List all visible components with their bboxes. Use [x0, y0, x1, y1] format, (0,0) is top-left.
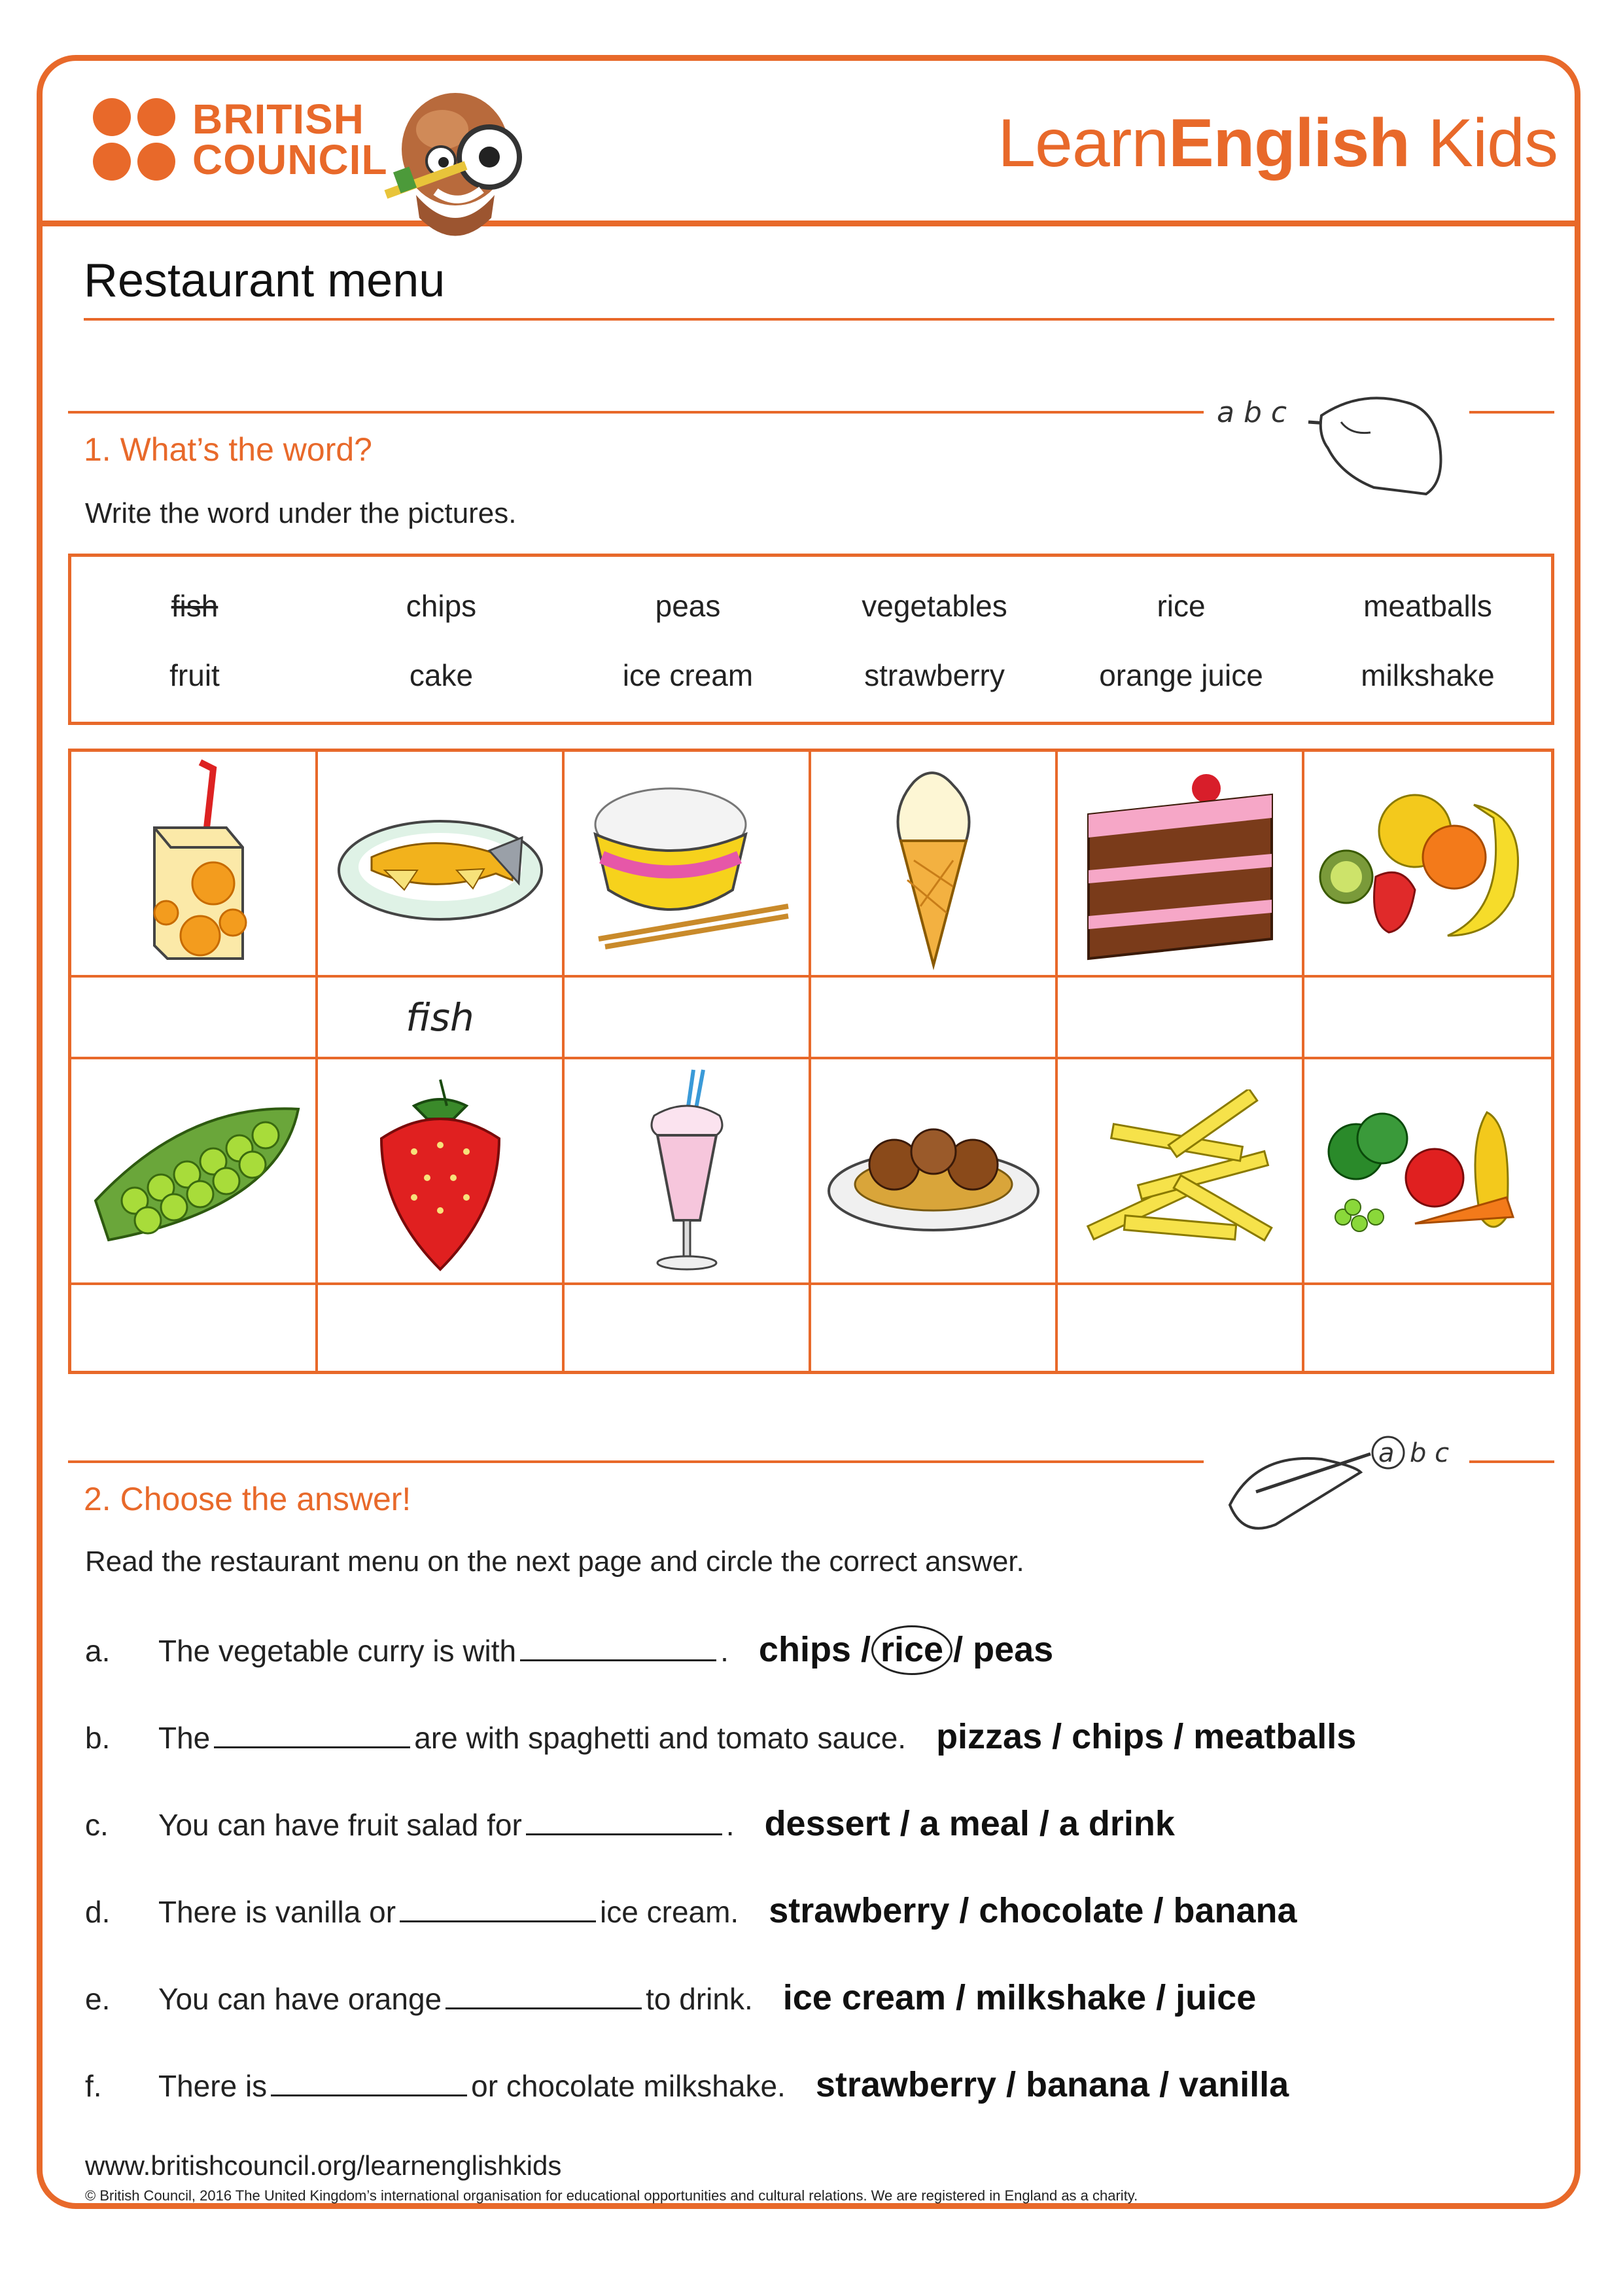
cake-icon — [1069, 762, 1291, 965]
option-chips[interactable]: chips — [758, 1630, 851, 1669]
answer-cell[interactable] — [71, 1285, 318, 1371]
question-text-after: ice cream. — [600, 1895, 739, 1929]
word-bank-item: strawberry — [864, 658, 1005, 692]
hand-letters-rest: b c — [1410, 1438, 1450, 1468]
option-milkshake[interactable]: milkshake — [975, 1978, 1147, 2017]
word-bank-item: ice cream — [622, 658, 754, 692]
option-banana[interactable]: banana — [1026, 2065, 1150, 2104]
answer-blank[interactable] — [271, 2093, 467, 2096]
question-text-before: The — [158, 1721, 211, 1755]
answer-cell[interactable] — [1304, 1285, 1551, 1371]
writing-hand-icon — [1210, 383, 1465, 501]
picture-cell — [811, 752, 1058, 978]
page-title: Restaurant menu — [84, 255, 445, 307]
answer-options — [769, 1890, 1297, 1931]
option-pizzas[interactable]: pizzas — [936, 1717, 1043, 1756]
answer-options — [783, 1977, 1256, 2018]
rice-icon — [579, 775, 795, 952]
question-text-before: You can have orange — [158, 1982, 442, 2016]
answer-options — [765, 1803, 1175, 1844]
picture-cell — [71, 1059, 318, 1285]
option-peas[interactable]: peas — [973, 1630, 1054, 1669]
word-bank-item: meatballs — [1363, 589, 1492, 623]
picture-grid — [68, 749, 1554, 1374]
answer-blank[interactable] — [445, 2006, 642, 2009]
option-banana[interactable]: banana — [1173, 1891, 1297, 1930]
picture-cell — [565, 752, 811, 978]
section1-rule-right — [1469, 411, 1554, 414]
question-text-after: are with spaghetti and tomato sauce. — [414, 1721, 907, 1755]
question-letter: e. — [85, 1982, 111, 2016]
option-separator: / — [1146, 1978, 1176, 2017]
answer-cell[interactable] — [565, 1285, 811, 1371]
picture-cell — [1058, 1059, 1304, 1285]
question-letter: a. — [85, 1634, 111, 1668]
picture-cell — [1304, 752, 1551, 978]
question-e — [85, 1977, 1256, 2018]
word-bank-item: rice — [1157, 589, 1206, 623]
option-a-drink[interactable]: a drink — [1058, 1804, 1175, 1843]
question-text-before: You can have fruit salad for — [158, 1808, 522, 1842]
section2-heading: 2. Choose the answer! — [84, 1481, 411, 1517]
mascot-icon — [377, 77, 540, 254]
brand-learn: Learn — [998, 105, 1169, 181]
answer-options — [759, 1629, 1053, 1670]
option-separator: / — [1164, 1717, 1194, 1756]
option-separator: / — [1042, 1717, 1072, 1756]
answer-text: fish — [406, 995, 474, 1040]
answer-cell[interactable] — [565, 978, 811, 1059]
word-bank — [68, 554, 1554, 725]
question-text-before: There is — [158, 2069, 268, 2103]
section2-instruction: Read the restaurant menu on the next page and circle the correct answer. — [85, 1545, 1024, 1578]
answer-cell[interactable] — [318, 1285, 565, 1371]
option-juice[interactable]: juice — [1176, 1978, 1257, 2017]
option-ice-cream[interactable]: ice cream — [782, 1978, 946, 2017]
brand-kids: Kids — [1409, 105, 1558, 181]
orange-juice-icon — [128, 756, 259, 972]
option-a-meal[interactable]: a meal — [919, 1804, 1030, 1843]
answer-options — [816, 2064, 1289, 2105]
header-divider — [37, 221, 1580, 226]
word-bank-item: chips — [406, 589, 477, 623]
option-separator: / — [890, 1804, 920, 1843]
option-strawberry[interactable]: strawberry — [815, 2065, 996, 2104]
question-letter: f. — [85, 2069, 102, 2103]
answer-cell[interactable] — [71, 978, 318, 1059]
option-meatballs[interactable]: meatballs — [1193, 1717, 1357, 1756]
milkshake-icon — [621, 1063, 752, 1279]
bc-logo-line1: BRITISH — [192, 96, 364, 143]
word-bank-item: peas — [655, 589, 721, 623]
option-strawberry[interactable]: strawberry — [769, 1891, 950, 1930]
word-bank-item: milkshake — [1361, 658, 1495, 692]
option-separator: / — [949, 1891, 979, 1930]
answer-options — [936, 1716, 1356, 1757]
question-letter: b. — [85, 1721, 111, 1755]
option-chocolate[interactable]: chocolate — [979, 1891, 1144, 1930]
word-bank-item: vegetables — [862, 589, 1007, 623]
picture-cell — [71, 752, 318, 978]
option-rice-circled[interactable]: rice — [880, 1630, 944, 1669]
footer-copyright: © British Council, 2016 The United Kingdom’s international organisation for educational opportunities and cultural relations. We are registered in England as a charity. — [85, 2187, 1138, 2204]
hand-letters: a b c — [1217, 396, 1287, 429]
option-chips[interactable]: chips — [1072, 1717, 1164, 1756]
option-separator: / — [996, 2065, 1026, 2104]
learnenglish-kids-logo — [998, 105, 1558, 183]
meatballs-icon — [822, 1099, 1045, 1243]
brand-english: English — [1168, 105, 1410, 181]
answer-cell[interactable] — [318, 978, 565, 1059]
picture-cell — [318, 752, 565, 978]
british-council-logo — [93, 98, 388, 181]
word-bank-item: fruit — [169, 658, 220, 692]
option-separator: / — [943, 1630, 973, 1669]
fruit-icon — [1317, 779, 1539, 949]
option-separator: / — [1149, 2065, 1179, 2104]
fish-icon — [332, 792, 548, 936]
option-vanilla[interactable]: vanilla — [1179, 2065, 1289, 2104]
option-dessert[interactable]: dessert — [764, 1804, 890, 1843]
answer-blank[interactable] — [520, 1658, 716, 1661]
question-c — [85, 1803, 1175, 1844]
vegetables-icon — [1317, 1086, 1539, 1256]
word-bank-item: orange juice — [1099, 658, 1263, 692]
question-b — [85, 1716, 1356, 1757]
question-letter: d. — [85, 1895, 111, 1929]
strawberry-icon — [362, 1067, 519, 1276]
section1-rule-left — [68, 411, 1204, 414]
answer-cell[interactable] — [1058, 978, 1304, 1059]
section2-rule-right — [1469, 1460, 1554, 1463]
section1-heading: 1. What’s the word? — [84, 431, 372, 468]
answer-cell[interactable] — [811, 1285, 1058, 1371]
answer-blank[interactable] — [214, 1745, 410, 1748]
question-text-after: to drink. — [646, 1982, 753, 2016]
peas-icon — [82, 1089, 305, 1253]
question-d — [85, 1890, 1297, 1931]
word-bank-item: fish — [171, 589, 218, 623]
question-text-after: . — [725, 1808, 735, 1842]
picture-cell — [1058, 752, 1304, 978]
bc-dots-icon — [93, 98, 175, 181]
question-text-before: There is vanilla or — [158, 1895, 396, 1929]
answer-cell[interactable] — [811, 978, 1058, 1059]
question-f — [85, 2064, 1289, 2105]
picture-cell — [811, 1059, 1058, 1285]
writing-hand-circle-icon — [1217, 1426, 1465, 1551]
word-bank-item: cake — [409, 658, 474, 692]
question-letter: c. — [85, 1808, 109, 1842]
question-text-before: The vegetable curry is with — [158, 1634, 517, 1668]
picture-cell — [318, 1059, 565, 1285]
ice-cream-icon — [868, 756, 999, 972]
answer-blank[interactable] — [526, 1832, 722, 1835]
answer-blank[interactable] — [400, 1919, 596, 1922]
picture-cell — [1304, 1059, 1551, 1285]
bc-logo-line2: COUNCIL — [192, 136, 388, 183]
title-rule — [84, 318, 1554, 321]
option-separator: / — [1143, 1891, 1174, 1930]
option-separator: / — [850, 1630, 881, 1669]
picture-cell — [565, 1059, 811, 1285]
chips-icon — [1072, 1089, 1288, 1253]
hand-letter-a: a — [1378, 1438, 1395, 1468]
question-text-after: or chocolate milkshake. — [471, 2069, 786, 2103]
answer-cell[interactable] — [1304, 978, 1551, 1059]
answer-cell[interactable] — [1058, 1285, 1304, 1371]
footer-url[interactable]: www.britishcouncil.org/learnenglishkids — [85, 2150, 562, 2181]
question-a — [85, 1629, 1053, 1670]
section2-rule-left — [68, 1460, 1204, 1463]
question-text-after: . — [720, 1634, 729, 1668]
option-separator: / — [945, 1978, 975, 2017]
option-separator: / — [1029, 1804, 1059, 1843]
section1-instruction: Write the word under the pictures. — [85, 497, 517, 529]
